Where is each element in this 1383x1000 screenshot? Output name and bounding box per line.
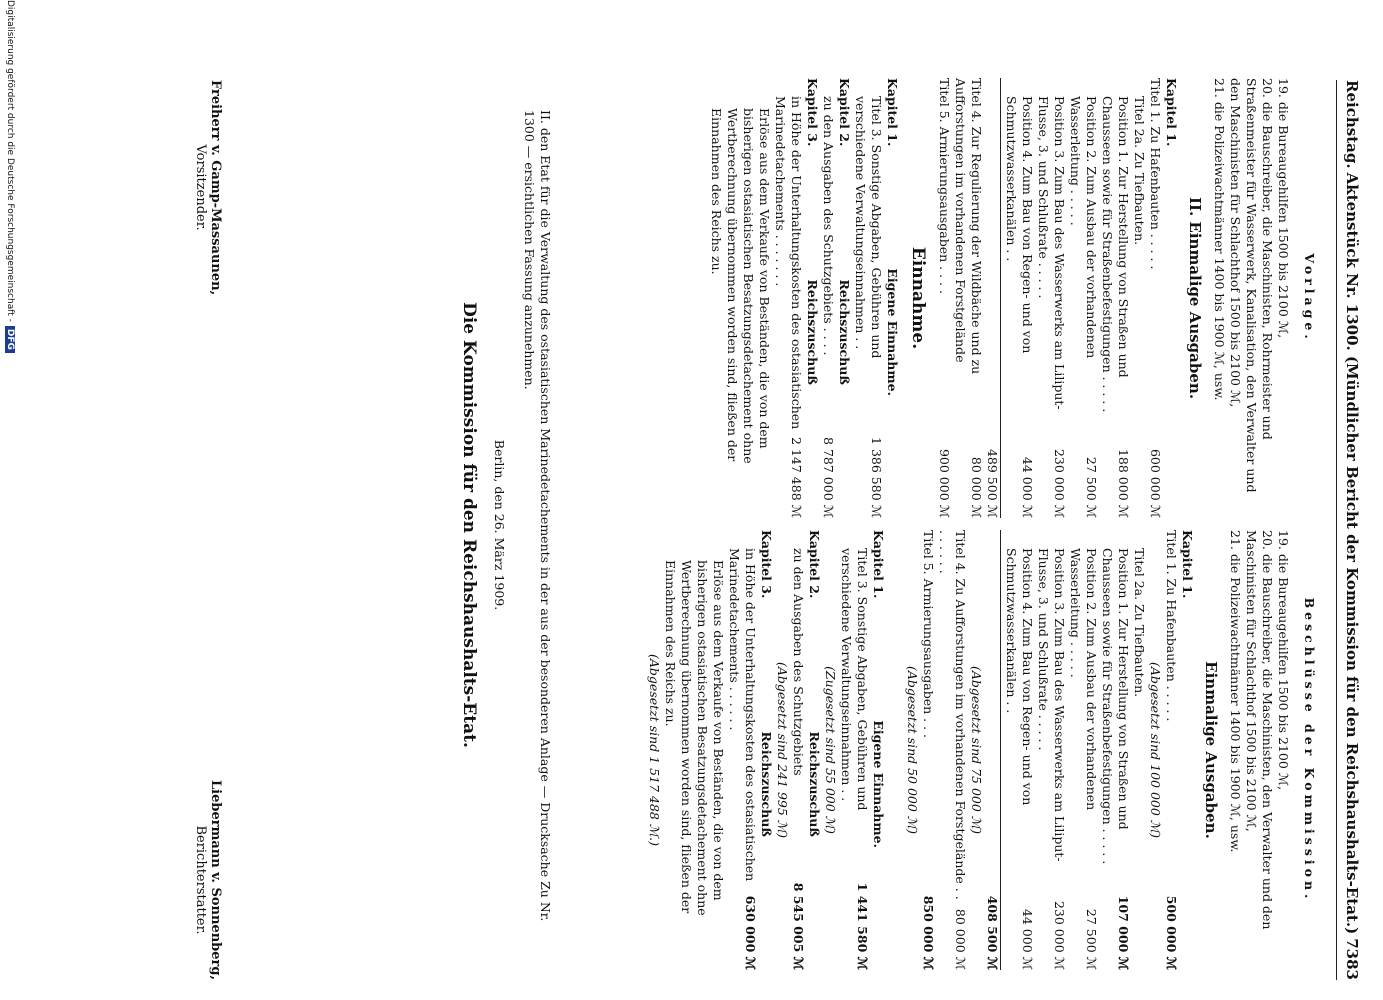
- kapitel-label: Kapitel 3.: [759, 530, 774, 599]
- list-item: 19. die Bureaugehilfen 1500 bis 2100 ℳ,: [1276, 530, 1291, 791]
- kapitel-header: [758, 530, 774, 970]
- kapitel-header: [836, 78, 852, 518]
- header-rule: [1336, 80, 1337, 980]
- kapitel-label: Kapitel 1.: [885, 78, 900, 147]
- line-label: Position 1. Zur Herstellung von Straßen und Chausseen sowie für Straßenbefestigungen . . . . .: [1100, 548, 1131, 865]
- budget-line: [1147, 78, 1163, 518]
- digitization-footer: [5, 0, 15, 1000]
- line-amount: 80 000 ℳ: [969, 456, 984, 518]
- header-left: Reichstag.: [1343, 80, 1361, 169]
- line-label: Titel 4. Zu Aufforstungen im vorhandenen Forstgelände . . . . . . . .: [937, 530, 968, 900]
- subtotal: 489 500 ℳ: [984, 78, 1001, 518]
- adjustment-note: (Abgesetzt sind 50 000 ℳ): [905, 665, 920, 835]
- line-amount: 8 545 005 ℳ: [791, 882, 806, 970]
- list-item: 21. die Polizeiwachtmänner 1400 bis 1900 ℳ, usw.: [1212, 78, 1227, 401]
- budget-line: [790, 530, 806, 970]
- kapitel-label: Kapitel 2.: [837, 78, 852, 147]
- budget-line: [1003, 78, 1035, 518]
- titel-label: Titel 2a. Zu Tiefbauten.: [1132, 548, 1147, 698]
- line-label: Position 2. Zum Ausbau der vorhandenen Wasserleitung . . . . .: [1068, 548, 1099, 811]
- kapitel-title: Reichszuschuß: [807, 731, 822, 837]
- line-amount: 27 500 ℳ: [1084, 456, 1099, 518]
- beschluesse-heading: Beschlüsse der Kommission.: [1302, 597, 1317, 903]
- budget-line: [1067, 78, 1099, 518]
- kapitel-title: Reichszuschuß: [759, 731, 774, 837]
- budget-line: [1067, 530, 1099, 970]
- adjustment-note: (Abgesetzt sind 75 000 ℳ): [969, 665, 984, 835]
- titel-label: Titel 2a. Zu Tiefbauten.: [1132, 96, 1147, 246]
- line-amount: 900 000 ℳ: [937, 448, 952, 518]
- header-title: Aktenstück Nr. 1300. (Mündlicher Bericht der Kommission für den Reichshaushalts-Etat.): [1343, 172, 1361, 935]
- resolution-ii: II. den Etat für die Verwaltung des ostasiatischen Marinedetachements in der aus der besonderen Anlage — Drucksache Zu Nr. 1300 — ersichtlichen Fassung anzunehmen.: [522, 110, 553, 922]
- commission-title: Die Kommission für den Reichshaushalts-Etat.: [459, 302, 479, 748]
- chair-name: Freiherr v. Gamp-Massaunen,: [208, 80, 223, 296]
- signature-rapporteur: [193, 780, 223, 980]
- list-item: 19. die Bureaugehilfen 1500 bis 2100 ℳ,: [1276, 78, 1291, 339]
- beschluesse-column: [646, 530, 1317, 970]
- kapitel-label: Kapitel 3.: [805, 78, 820, 147]
- line-label: in Höhe der Unterhaltungskosten des ostasiatischen Marinedetachements . . . . . .: [727, 548, 758, 882]
- resolution-block: [461, 110, 553, 940]
- budget-line: [838, 530, 870, 970]
- line-label: Position 2. Zum Ausbau der vorhandenen Wasserleitung . . . . .: [1068, 96, 1099, 359]
- page-header: [1343, 80, 1361, 980]
- kapitel-label: Kapitel 2.: [807, 530, 822, 599]
- einnahme-heading: Einnahme.: [908, 246, 928, 350]
- list-item: 21. die Polizeiwachtmänner 1400 bis 1900 ℳ, usw.: [1228, 530, 1243, 853]
- vorlage-heading: Vorlage.: [1302, 253, 1317, 343]
- kapitel-title: Eigene Einnahme.: [885, 268, 900, 396]
- signature-chair: [193, 80, 223, 295]
- adjustment-note: (Zugesetzt sind 55 000 ℳ): [823, 666, 838, 834]
- vorlage-column: [708, 78, 1317, 518]
- line-label: Position 1. Zur Herstellung von Straßen und Chausseen sowie für Straßenbefestigungen . . . . .: [1100, 96, 1131, 413]
- budget-line: [936, 78, 952, 518]
- kapitel-note: Erlöse aus dem Verkaufe von Beständen, die von dem bisherigen ostasiatischen Besatzungsdetachement ohne Wertberechnung übernommen worden sind, fließen der Einnahmen des Reichs zu.: [663, 560, 726, 916]
- line-label: Position 4. Zum Bau von Regen- und von Schmutzwasserkanälen . .: [1004, 96, 1035, 354]
- line-amount: 2 147 488 ℳ: [789, 437, 804, 518]
- signature-row: [193, 80, 223, 980]
- line-amount: 630 000 ℳ: [743, 895, 758, 970]
- line-amount: 107 000 ℳ: [1116, 895, 1131, 970]
- budget-line: [726, 530, 758, 970]
- kapitel-title: Reichszuschuß: [805, 279, 820, 385]
- rapporteur-name: Liebermann v. Sonnenberg,: [208, 780, 223, 980]
- line-amount: 44 000 ℳ: [1020, 456, 1035, 518]
- footer-text: Digitalisierung gefördert durch die Deutsche Forschungsgemeinschaft -: [5, 0, 15, 322]
- adjustment-note: (Abgesetzt sind 241 995 ℳ): [775, 661, 790, 839]
- subtotal: 408 500 ℳ: [984, 530, 1001, 970]
- budget-line: [820, 78, 836, 518]
- budget-line: [852, 78, 884, 518]
- kapitel-label: Kapitel 1.: [1164, 78, 1179, 147]
- budget-line: [1035, 78, 1067, 518]
- line-label: Titel 4. Zur Regulierung der Wildbäche und zu Aufforstungen im vorhandenen Forstgelände: [953, 78, 984, 375]
- line-amount: 600 000 ℳ: [1148, 448, 1163, 518]
- kapitel-header: [884, 78, 900, 518]
- chair-role: Vorsitzender.: [193, 144, 208, 231]
- line-label: Position 3. Zum Bau des Wasserwerks am Liliput-Flusse, 3. und Schlußrate . . . . .: [1036, 548, 1067, 862]
- budget-line: [936, 530, 968, 970]
- line-label: zu den Ausgaben des Schutzgebiets . . . .: [821, 96, 836, 356]
- kapitel-note: Erlöse aus dem Verkaufe von Beständen, die von dem bisherigen ostasiatischen Besatzungsdetachement ohne Wertberechnung übernommen worden sind, fließen der Einnahmen des Reichs zu.: [709, 108, 772, 464]
- section-heading: II. Einmalige Ausgaben.: [1186, 196, 1204, 400]
- date-line: Berlin, den 26. März 1909.: [492, 439, 507, 611]
- line-amount: 188 000 ℳ: [1116, 448, 1131, 518]
- budget-line: [1035, 530, 1067, 970]
- line-amount: 27 500 ℳ: [1084, 908, 1099, 970]
- line-label: zu den Ausgaben des Schutzgebiets: [791, 548, 806, 776]
- header-page-number: 7383: [1343, 938, 1361, 980]
- line-label: Titel 5. Armierungsausgaben . . . .: [937, 78, 952, 294]
- line-label: Titel 1. Zu Hafenbauten . . . . .: [1148, 78, 1163, 270]
- kapitel-header: [870, 530, 886, 970]
- budget-line: [1099, 78, 1131, 518]
- budget-line: [1163, 530, 1179, 970]
- line-label: Position 3. Zum Bau des Wasserwerks am Liliput-Flusse, 3. und Schlußrate . . . . .: [1036, 96, 1067, 410]
- adjustment-note: (Abgesetzt sind 100 000 ℳ): [1148, 661, 1163, 839]
- budget-line: [952, 78, 984, 518]
- line-amount: 1 386 580 ℳ: [869, 437, 884, 518]
- kapitel-label: Kapitel 1.: [871, 530, 886, 599]
- kapitel-title: Reichszuschuß: [837, 279, 852, 385]
- budget-line: [772, 78, 804, 518]
- line-amount: 230 000 ℳ: [1052, 900, 1067, 970]
- line-amount: 500 000 ℳ: [1164, 895, 1179, 970]
- line-amount: 80 000 ℳ: [953, 908, 968, 970]
- line-amount: 1 441 580 ℳ: [855, 882, 870, 970]
- budget-line: [920, 530, 936, 970]
- kapitel-title: Eigene Einnahme.: [871, 720, 886, 848]
- line-amount: 44 000 ℳ: [1020, 908, 1035, 970]
- budget-line: [1099, 530, 1131, 970]
- list-item: 20. die Bauschreiber, die Maschinisten, Rohrmeister und Straßenmeister für Wasserwerk, Kanalisation, den Verwalter und den Maschinisten für Schlachthof 1500 bis 2100 ℳ,: [1228, 78, 1275, 493]
- kapitel-header: [806, 530, 822, 970]
- line-amount: 230 000 ℳ: [1052, 448, 1067, 518]
- line-amount: 850 000 ℳ: [921, 895, 936, 970]
- line-label: Titel 5. Armierungsausgaben . . .: [921, 530, 936, 739]
- list-item: 20. die Bauschreiber, die Maschinisten, den Verwalter und den Maschinisten für Schlachthof 1500 bis 2100 ℳ,: [1244, 530, 1275, 930]
- line-label: Titel 1. Zu Hafenbauten . . . . .: [1164, 530, 1179, 722]
- rapporteur-role: Berichterstatter.: [193, 825, 208, 935]
- line-label: Titel 3. Sonstige Abgaben, Gebühren und verschiedene Verwaltungseinnahmen . .: [839, 548, 870, 811]
- adjustment-note: (Abgesetzt sind 1 517 488 ℳ.): [647, 654, 662, 846]
- line-label: Position 4. Zum Bau von Regen- und von Schmutzwasserkanälen . .: [1004, 548, 1035, 806]
- kapitel-header: [804, 78, 820, 518]
- line-label: in Höhe der Unterhaltungskosten des ostasiatischen Marinedetachements . . . . . . .: [773, 96, 804, 430]
- line-label: Titel 3. Sonstige Abgaben, Gebühren und verschiedene Verwaltungseinnahmen . .: [853, 96, 884, 359]
- section-heading: Einmalige Ausgaben.: [1202, 661, 1220, 839]
- dfg-logo: DFG: [5, 326, 15, 353]
- line-amount: 8 787 000 ℳ: [821, 437, 836, 518]
- kapitel-label: Kapitel 1.: [1180, 530, 1195, 599]
- budget-line: [1003, 530, 1035, 970]
